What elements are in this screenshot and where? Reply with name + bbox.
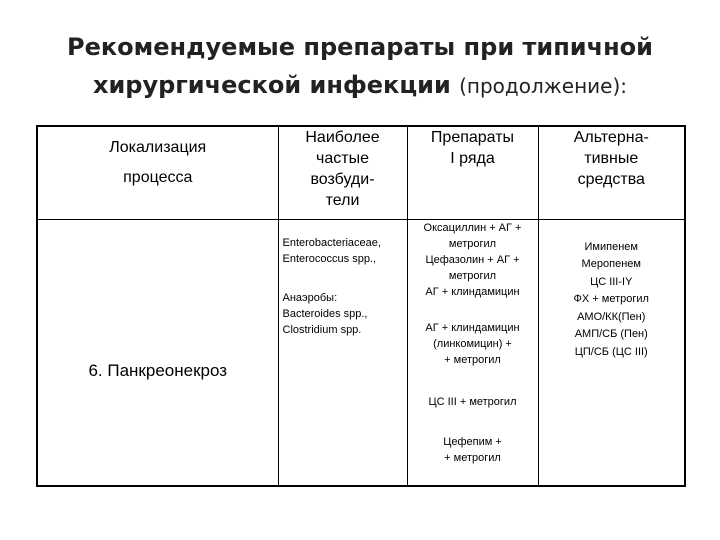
header-pathogens [278,126,407,219]
pathogen-group-1 [283,235,403,267]
drug-line: АГ + клиндамицин [425,321,520,334]
drug-block-3 [408,394,538,410]
drug-line: метрогил [448,237,497,250]
alternative-line: ФХ + метрогил [573,293,649,305]
header-row [37,126,685,219]
cell-first-line [407,219,538,486]
drug-line: + метрогил [444,353,501,366]
alternative-line: ЦП/СБ (ЦС III) [574,345,648,358]
header-pathogens-line-3: возбуди- [310,171,375,188]
drug-line: метрогил [448,269,497,282]
drug-line: Цефепим + [443,435,502,448]
header-pathogens-line-4: тели [325,192,360,209]
header-pathogens-line-2: частые [316,150,369,167]
pathogen-line: Enterobacteriaceae, [282,236,381,249]
header-alternative-line-1: Альтерна- [573,129,649,146]
header-alternative [538,126,685,219]
pathogen-line: Clostridium spp. [282,323,362,336]
alternative-line: Меропенем [581,258,641,270]
table-row [37,219,685,486]
header-localization-line-2: процесса [123,169,193,186]
drug-line: ЦС III + метрогил [428,395,517,408]
header-localization [37,126,278,219]
header-pathogens-line-1: Наиболее [305,129,380,146]
header-first-line [407,126,538,219]
header-first-line-line-1: Препараты [430,129,515,146]
header-alternative-line-2: тивные [584,150,639,167]
drug-line: + метрогил [444,451,501,464]
header-localization-line-1: Локализация [109,139,207,156]
drug-block-1 [408,220,538,300]
pathogen-line: Enterococcus spp., [282,252,377,265]
header-alternative-line-3: средства [577,171,645,188]
drug-line: АГ + клиндамицин [425,285,520,298]
title-line-1: Рекомендуемые препараты при типичной [67,33,653,61]
cell-localization [37,219,278,486]
page-title [0,28,720,105]
pathogen-group-2 [283,290,403,338]
localization-label: 6. Панкреонекроз [88,361,228,381]
alternative-line: Имипенем [584,240,638,253]
cell-alternative [538,219,685,486]
pathogen-line: Анаэробы: [282,291,338,304]
title-line-2 [0,66,720,105]
alternative-line: ЦС III-IY [590,275,633,288]
alternative-line: АМП/СБ (Пен) [574,328,648,340]
drug-line: Цефазолин + АГ + [425,253,520,266]
drug-block-2 [408,320,538,368]
pathogen-line: Bacteroides spp., [282,307,368,320]
title-line-2-normal: (продолжение): [459,74,628,98]
title-line-2-bold: хирургической инфекции [92,71,460,99]
drug-line: Оксациллин + АГ + [423,221,522,234]
alternative-line: АМО/КК(Пен) [577,310,646,323]
drug-table [36,125,686,487]
drug-line: (линкомицин) + [433,337,512,350]
header-first-line-line-2: I ряда [450,150,495,167]
drug-block-4 [408,434,538,466]
cell-pathogens [278,219,407,486]
